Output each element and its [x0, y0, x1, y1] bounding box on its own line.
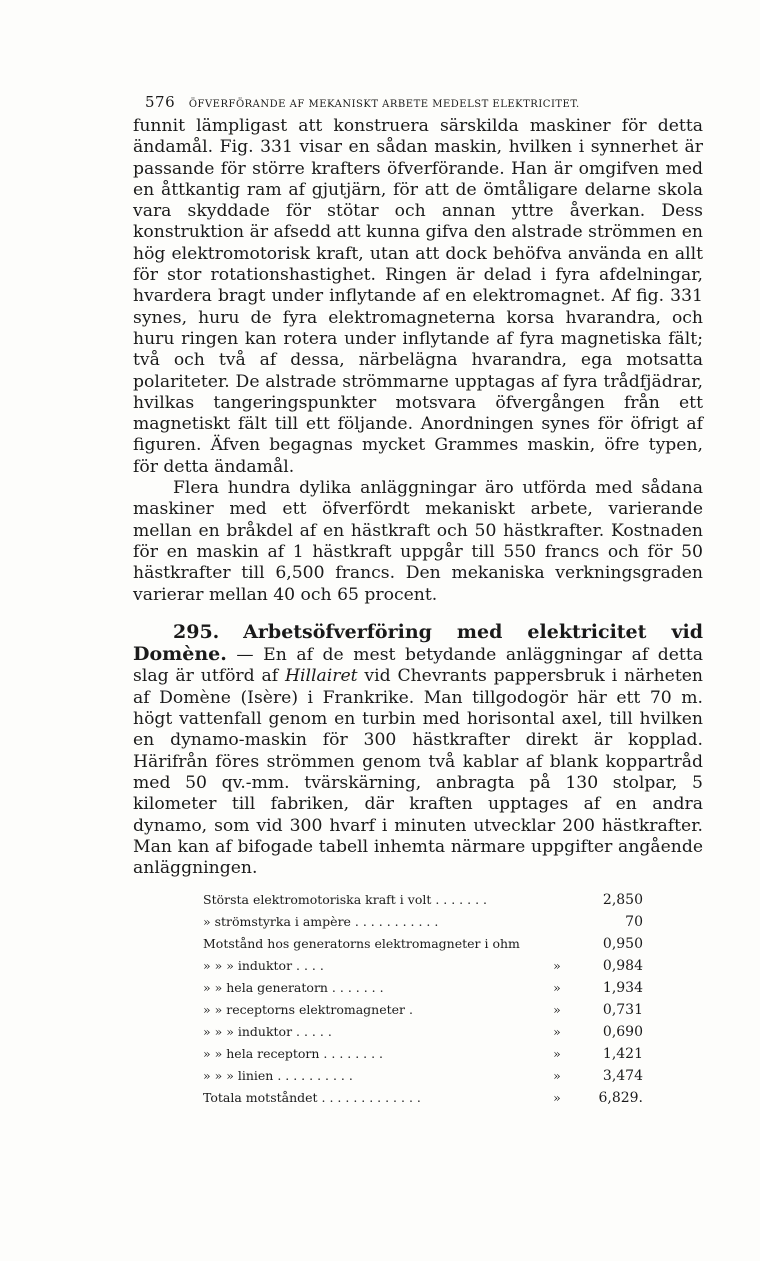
running-head: [133, 88, 703, 116]
table-row: » strömstyrka i ampère . . . . . . . . . . . 70: [203, 914, 643, 931]
paragraph: funnit lämpligast att konstruera särskilda maskiner för detta ändamål. Fig. 331 visar en sådan maskin, hvilken i synnerhet är passande för större krafters öfverförande. Han är omgifven med en åttkantig ram af gjutjärn, för att de ömtåligare delarne skola vara skyddade för stötar och annan yttre åverkan. Dess konstruktion är afsedd att kunna gifva den alstrade strömmen en hög elektromotorisk kraft, utan att dock behöfva använda en allt för stor rotationshastighet. Ringen är delad i fyra afdelningar, hvardera bragt under inflytande af en elektromagnet. Af fig. 331 synes, huru de fyra elektromagneterna korsa hvarandra, och huru ringen kan rotera under inflytande af fyra magnetiska fält; två och två af dessa, närbelägna hvarandra, ega motsatta polariteter. De alstrade strömmarne upptagas af fyra trådfjädrar, hvilkas tangeringspunkter motsvara öfvergången från ett magnetiskt fält till ett följande. Anordningen synes för öfrigt af figuren. Äfven begagnas mycket Grammes maskin, öfre typen, för detta ändamål.: [133, 116, 703, 477]
section-text: — En af de mest betydande anläggningar af detta slag är utförd af: [133, 645, 703, 687]
table-row: » » hela generatorn . . . . . . . » 1,934: [203, 980, 643, 997]
paragraph: Flera hundra dylika anläggningar äro utförda med sådana maskiner med ett öfverfördt mekaniskt arbete, varierande mellan en bråkdel af en hästkraft och 50 hästkrafter. Kostnaden för en maskin af 1 hästkraft uppgår till 550 francs och för 50 hästkrafter till 6,500 francs. Den mekaniska verkningsgraden varierar mellan 40 och 65 procent.: [133, 478, 703, 605]
table-row: » » hela receptorn . . . . . . . . » 1,421: [203, 1046, 643, 1063]
book-page: [133, 88, 703, 1109]
resistance-table: [203, 889, 643, 1109]
table-row: » » » linien . . . . . . . . . . » 3,474: [203, 1068, 643, 1085]
table-row: » » » induktor . . . . . » 0,690: [203, 1024, 643, 1041]
table-row: » » receptorns elektromagneter . » 0,731: [203, 1002, 643, 1019]
table-row: Motstånd hos generatorns elektromagneter i ohm 0,950: [203, 936, 643, 953]
section-number: 295.: [173, 620, 220, 643]
table-row: Största elektromotoriska kraft i volt . . . . . . . 2,850: [203, 892, 643, 909]
author-name: Hillairet: [285, 666, 358, 687]
section-text-cont: vid Chevrants pappersbruk i närheten af Domène (Isère) i Frankrike. Man tillgodogör här ett 70 m. högt vattenfall genom en turbin med horisontal axel, till hvilken en dynamo-maskin för 300 hästkrafter direkt är kopplad. Härifrån föres strömmen genom två kablar af blank koppartråd med 50 qv.-mm. tvärskärning, anbragta på 130 stolpar, 5 kilometer till fabriken, där kraften upptages af en andra dynamo, som vid 300 hvarf i minuten utvecklar 200 hästkrafter. Man kan af bifogade tabell inhemta närmare uppgifter angående anläggningen.: [133, 666, 703, 879]
table-row: Totala motståndet . . . . . . . . . . . . . » 6,829.: [203, 1090, 643, 1107]
section-title: Arbetsöfverföring med elektricitet vid Domène.: [133, 620, 703, 666]
section-295: [133, 622, 703, 880]
running-title: ÖFVERFÖRANDE AF MEKANISKT ARBETE MEDELST ELEKTRICITET.: [188, 99, 580, 110]
page-number: 576: [145, 93, 176, 111]
table-row: » » » induktor . . . . » 0,984: [203, 958, 643, 975]
